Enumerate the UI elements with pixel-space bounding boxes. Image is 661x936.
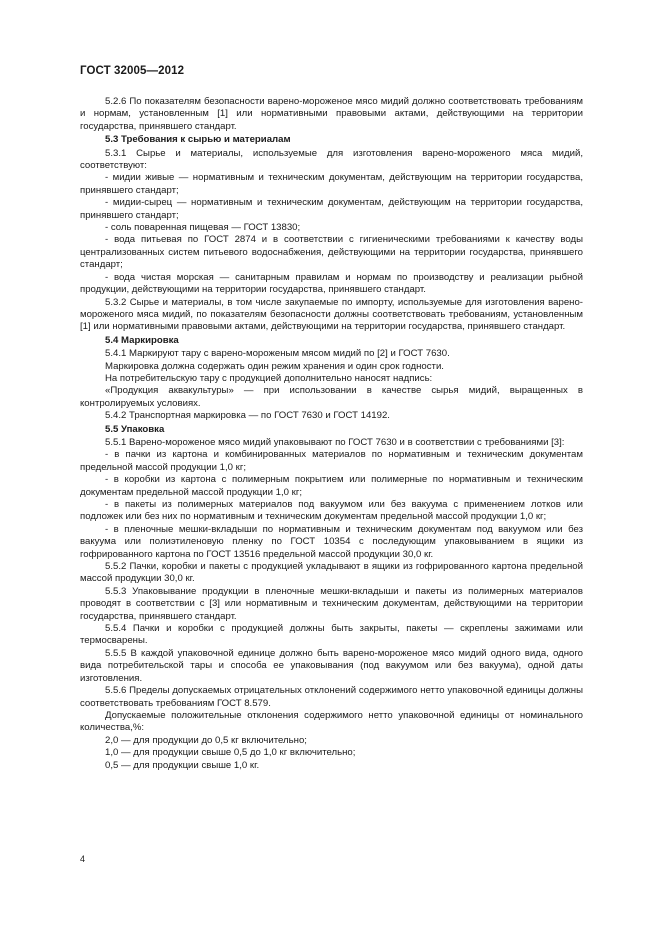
paragraph-5-5-6: 5.5.6 Пределы допускаемых отрицательных отклонений содержимого нетто упаковочной единицы должны соответствовать требованиям ГОСТ 8.579. — [80, 685, 583, 709]
paragraph-5-5-2: 5.5.2 Пачки, коробки и пакеты с продукцией укладывают в ящики из гофрированного картона предельной массой продукции 30,0 кг. — [80, 561, 583, 585]
paragraph-5-5-1: 5.5.1 Варено-мороженое мясо мидий упаковывают по ГОСТ 7630 и в соответствии с требованиями [3]: — [105, 436, 565, 448]
paragraph-5-4-1: 5.4.1 Маркируют тару с варено-мороженым мясом мидий по [2] и ГОСТ 7630. — [105, 348, 450, 360]
list-item: - соль поваренная пищевая — ГОСТ 13830; — [105, 222, 301, 234]
page-number: 4 — [80, 854, 86, 864]
list-item: - в пачки из картона и комбинированных материалов по нормативным и техническим документам предельной массой продукции 1,0 кг; — [80, 449, 583, 473]
paragraph-5-5-4: 5.5.4 Пачки и коробки с продукцией должны быть закрыты, пакеты — скреплены зажимами или термосварены. — [80, 623, 583, 647]
list-item: - вода питьевая по ГОСТ 2874 и в соответствии с гигиеническими требованиями к качеству воды централизованных систем питьевого водоснабжения, действующими на территории государства, принявшего стандарт; — [80, 234, 583, 271]
paragraph-5-2-6: 5.2.6 По показателям безопасности варено-мороженое мясо мидий должно соответствовать требованиям и нормам, установленным [1] или нормативными правовыми актами, действующими на территории государства, принявшего стандарт. — [80, 96, 583, 132]
section-heading-5-5: 5.5 Упаковка — [105, 423, 165, 435]
section-heading-5-4: 5.4 Маркировка — [105, 334, 179, 346]
list-item: - мидии живые — нормативным и техническим документам, действующим на территории государства, принявшего стандарт; — [80, 172, 583, 196]
paragraph-5-3-1: 5.3.1 Сырье и материалы, используемые для изготовления варено-мороженого мяса мидий, соответствуют: — [80, 147, 583, 172]
paragraph-5-5-5: 5.5.5 В каждой упаковочной единице должно быть варено-мороженое мясо мидий одного вида, одного вида потребительской тары и способа ее упаковывания (под вакуумом или без вакуума), одной даты изготовления. — [80, 647, 583, 684]
list-item: 2,0 — для продукции до 0,5 кг включительно; — [105, 734, 307, 746]
list-item: 0,5 — для продукции свыше 1,0 кг. — [105, 759, 260, 771]
paragraph: На потребительскую тару с продукцией дополнительно наносят надпись: — [105, 372, 433, 384]
list-item: - в пакеты из полимерных материалов под вакуумом или без вакуума с применением лотков или подложек или без них по нормативным и техническим документам предельной массой продукции 1,0 кг; — [80, 499, 583, 523]
paragraph: «Продукция аквакультуры» — при использовании в качестве сырья мидий, выращенных в контролируемых условиях. — [80, 385, 583, 409]
document-body — [80, 96, 583, 772]
list-item: - в пленочные мешки-вкладыши по нормативным и техническим документам под вакуумом или без вакуума или полиэтиленовую пленку по ГОСТ 10354 с последующим упаковыванием в ящики из гофрированного картона по ГОСТ 13516 предельной массой продукции 30,0 кг. — [80, 523, 583, 560]
list-item: - мидии-сырец — нормативным и техническим документам, действующим на территории государства, принявшего стандарт; — [80, 197, 583, 221]
list-item: - вода чистая морская — санитарным правилам и нормам по производству и реализации рыбной продукции, действующими на территории государства, принявшего стандарт. — [80, 271, 583, 296]
paragraph-5-3-2: 5.3.2 Сырье и материалы, в том числе закупаемые по импорту, используемые для изготовления варено-мороженого мяса мидий, по показателям безопасности должны соответствовать требованиям, установленным [1] или нормативными правовыми актами, действующими на территории государства, принявшего стандарт. — [80, 296, 583, 333]
section-heading-5-3: 5.3 Требования к сырью и материалам — [105, 134, 291, 146]
list-item: - в коробки из картона с полимерным покрытием или полимерные по нормативным и техническим документам предельной массой продукции 1,0 кг; — [80, 474, 583, 498]
paragraph-5-4-2: 5.4.2 Транспортная маркировка — по ГОСТ 7630 и ГОСТ 14192. — [105, 410, 390, 422]
paragraph: Допускаемые положительные отклонения содержимого нетто упаковочной единицы от номинального количества,%: — [80, 709, 583, 734]
paragraph-5-5-3: 5.5.3 Упаковывание продукции в пленочные мешки-вкладыши и пакеты из полимерных материалов проводят в соответствии с [3] или нормативным и техническим документам, действующими на территории государства, принявшего стандарт. — [80, 585, 583, 622]
paragraph: Маркировка должна содержать один режим хранения и один срок годности. — [105, 360, 444, 372]
list-item: 1,0 — для продукции свыше 0,5 до 1,0 кг включительно; — [105, 747, 356, 759]
standard-header: ГОСТ 32005—2012 — [80, 65, 185, 77]
